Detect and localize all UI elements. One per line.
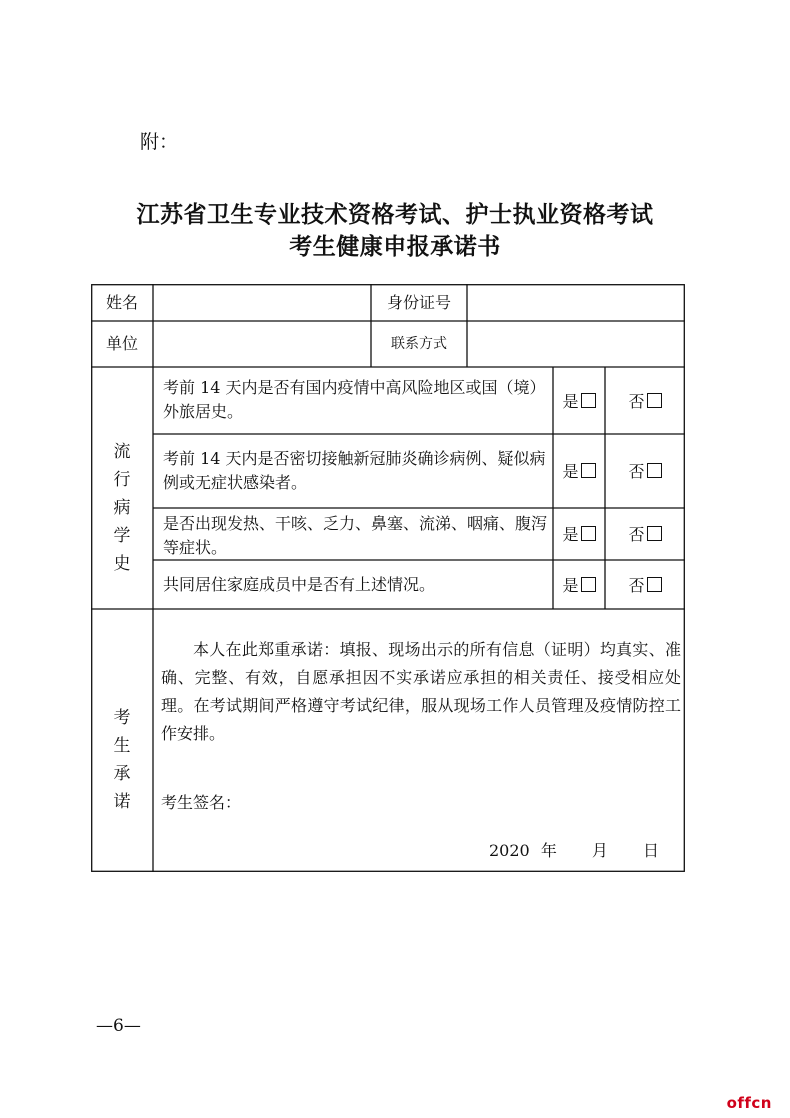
- unit-label: 单位: [105, 334, 138, 353]
- name-field[interactable]: [154, 285, 370, 320]
- question-3-text: 是否出现发热、干咳、乏力、鼻塞、流涕、咽痛、腹泻等症状。: [163, 514, 548, 557]
- q1-yes-option[interactable]: [553, 389, 605, 412]
- candidate-pledge-label: 考生承诺: [113, 708, 131, 812]
- unit-field[interactable]: [154, 322, 370, 366]
- health-declaration-form: [91, 284, 685, 872]
- watermark-logo: offcn: [726, 1094, 772, 1112]
- q4-yes-label: 是: [562, 576, 579, 595]
- q3-yes-checkbox-icon[interactable]: [581, 526, 596, 541]
- q1-yes-checkbox-icon[interactable]: [581, 393, 596, 408]
- question-1-text: 考前 14 天内是否有国内疫情中高风险地区或国（境）外旅居史。: [163, 378, 546, 421]
- date-month-unit: 月: [591, 841, 608, 860]
- signature-field[interactable]: [241, 784, 541, 816]
- q1-no-checkbox-icon[interactable]: [647, 393, 662, 408]
- id-number-label: 身份证号: [386, 292, 451, 312]
- date-year: 2020: [489, 841, 530, 860]
- q4-no-label: 否: [628, 576, 645, 595]
- date-line: [489, 838, 659, 861]
- q1-no-option[interactable]: [606, 389, 684, 412]
- contact-field[interactable]: [468, 322, 684, 366]
- q2-no-checkbox-icon[interactable]: [647, 463, 662, 478]
- attachment-label: 附：: [140, 131, 179, 153]
- page-number: —6—: [96, 1016, 141, 1036]
- q2-no-option[interactable]: [606, 459, 684, 482]
- document-title-line1: 江苏省卫生专业技术资格考试、护士执业资格考试: [136, 202, 654, 228]
- date-day-unit: 日: [643, 841, 660, 860]
- name-label: 姓名: [105, 292, 138, 312]
- q4-no-checkbox-icon[interactable]: [647, 577, 662, 592]
- question-2-text: 考前 14 天内是否密切接触新冠肺炎确诊病例、疑似病例或无症状感染者。: [163, 449, 546, 492]
- question-4-text: 共同居住家庭成员中是否有上述情况。: [163, 575, 436, 594]
- q2-yes-label: 是: [562, 462, 579, 481]
- q3-no-label: 否: [628, 525, 645, 544]
- q2-yes-option[interactable]: [553, 459, 605, 482]
- signature-label: 考生签名：: [161, 793, 242, 812]
- pledge-text: 本人在此郑重承诺：填报、现场出示的所有信息（证明）均真实、准确、完整、有效，自愿承担因不实承诺应承担的相关责任、接受相应处理。在考试期间严格遵守考试纪律，服从现场工作人员管理及疫情防控工作安排。: [161, 640, 681, 743]
- q2-yes-checkbox-icon[interactable]: [581, 463, 596, 478]
- date-year-unit: 年: [540, 841, 557, 860]
- q3-yes-label: 是: [562, 525, 579, 544]
- document-title-line2: 考生健康申报承诺书: [289, 234, 501, 260]
- q4-yes-option[interactable]: [553, 573, 605, 596]
- epidemiological-history-label: 流行病学史: [113, 442, 131, 574]
- q3-no-checkbox-icon[interactable]: [647, 526, 662, 541]
- q4-no-option[interactable]: [606, 573, 684, 596]
- q3-no-option[interactable]: [606, 522, 684, 545]
- q4-yes-checkbox-icon[interactable]: [581, 577, 596, 592]
- q3-yes-option[interactable]: [553, 522, 605, 545]
- q1-yes-label: 是: [562, 392, 579, 411]
- id-number-field[interactable]: [468, 285, 684, 320]
- contact-label: 联系方式: [391, 336, 447, 352]
- q1-no-label: 否: [628, 392, 645, 411]
- q2-no-label: 否: [628, 462, 645, 481]
